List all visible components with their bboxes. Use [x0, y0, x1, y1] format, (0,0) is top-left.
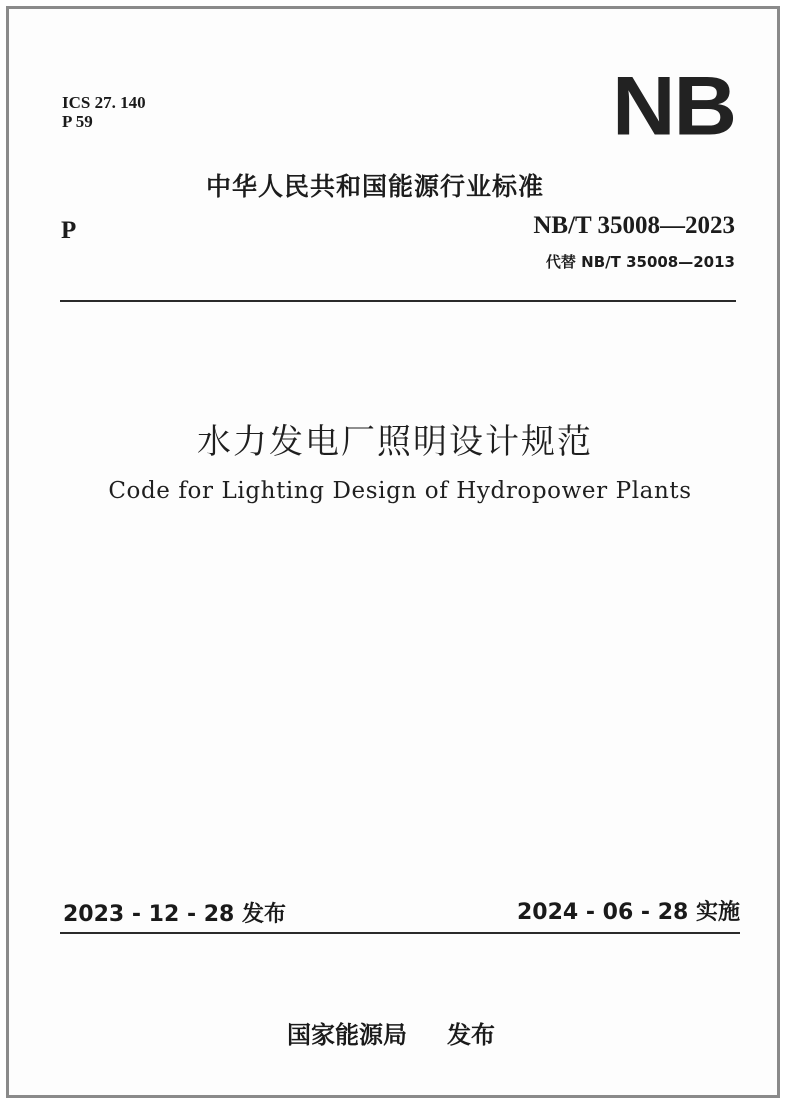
- title-english: Code for Lighting Design of Hydropower Plants: [108, 478, 692, 504]
- header-divider: [60, 300, 736, 302]
- organization-title: 中华人民共和国能源行业标准: [206, 172, 545, 201]
- standard-number: NB/T 35008—2023: [533, 212, 735, 239]
- issue-label: 发布: [447, 1021, 495, 1049]
- footer-divider: [60, 932, 740, 934]
- ccs-code: P 59: [62, 112, 93, 131]
- effective-date: 2024 - 06 - 28 实施: [516, 900, 740, 925]
- nb-logo: NB: [612, 58, 736, 153]
- issuer-name: 国家能源局: [287, 1021, 407, 1049]
- publish-date: 2023 - 12 - 28 发布: [63, 902, 287, 927]
- ics-code: ICS 27. 140: [62, 93, 146, 112]
- title-chinese: 水力发电厂照明设计规范: [197, 422, 593, 462]
- classification-codes: [62, 93, 146, 131]
- classification-letter: P: [61, 217, 77, 244]
- replaces-standard: 代替 NB/T 35008—2013: [545, 253, 735, 271]
- issuer-line: [287, 1015, 495, 1050]
